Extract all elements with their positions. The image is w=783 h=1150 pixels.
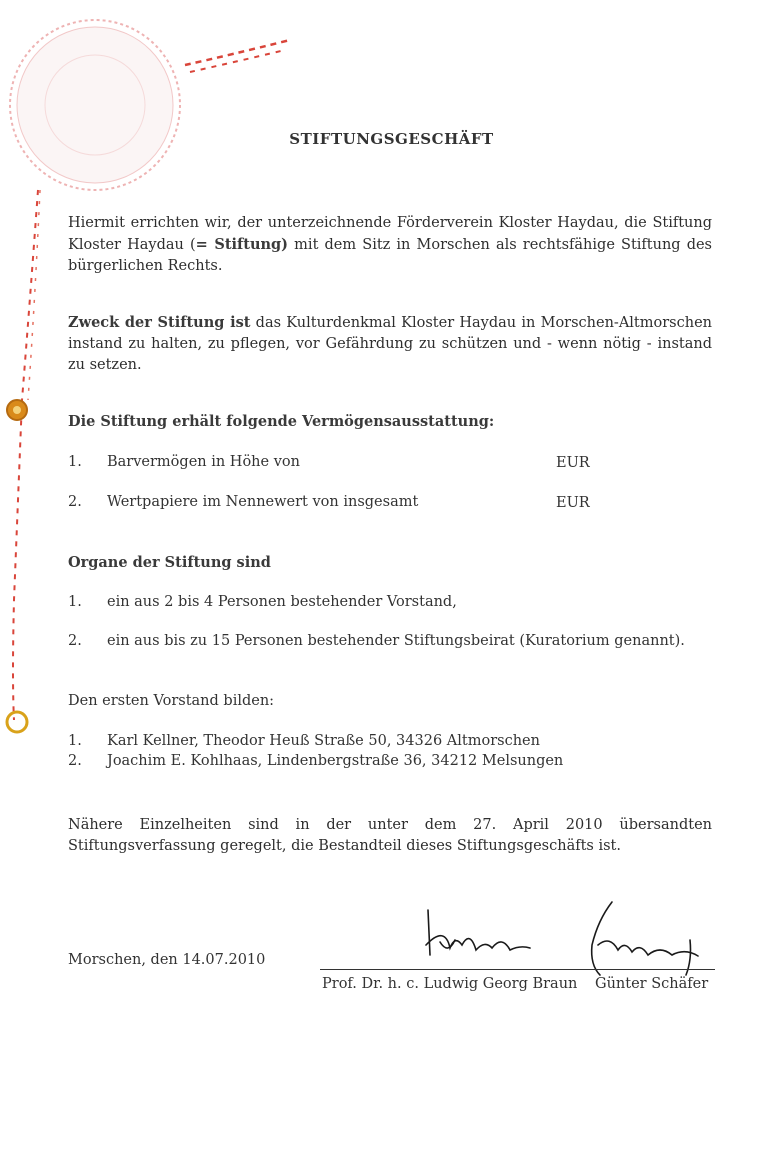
purpose-bold: Zweck der Stiftung ist bbox=[68, 314, 251, 331]
endowment-label-2: Wertpapiere im Nennewert von insgesamt bbox=[107, 494, 419, 510]
endowment-unit-2: EUR bbox=[556, 495, 590, 511]
signature-line bbox=[320, 969, 715, 970]
endowment-heading: Die Stiftung erhält folgende Vermögensausstattung: bbox=[68, 413, 495, 430]
signatory-name-2: Günter Schäfer bbox=[595, 976, 709, 992]
signature-schaefer-icon bbox=[592, 902, 698, 975]
purpose-text: das Kulturdenkmal Kloster Haydau in Morschen-Altmorschen instand zu halten, zu pflegen, vor Gefährdung zu schützen und - wenn nötig - instand zu setzen. bbox=[68, 315, 712, 373]
organs-heading: Organe der Stiftung sind bbox=[68, 554, 271, 571]
organs-label-1: ein aus 2 bis 4 Personen bestehender Vorstand, bbox=[107, 594, 457, 610]
endowment-unit-1: EUR bbox=[556, 455, 590, 471]
document-title: STIFTUNGSGESCHÄFT bbox=[289, 130, 494, 148]
intro-prefix: Hiermit errichten wir, der unterzeichnende Förderverein Kloster Haydau, die Stiftung Kloster Haydau ( bbox=[68, 215, 712, 253]
place-date: Morschen, den 14.07.2010 bbox=[68, 952, 266, 968]
endowment-num-1: 1. bbox=[68, 454, 82, 470]
intro-suffix: mit dem Sitz in Morschen als rechtsfähige Stiftung des bürgerlichen Rechts. bbox=[68, 237, 712, 274]
board-num-2: 2. bbox=[68, 753, 82, 769]
signature-braun-icon bbox=[426, 910, 530, 955]
endowment-label-1: Barvermögen in Höhe von bbox=[107, 454, 300, 470]
intro-bold: = Stiftung) bbox=[195, 236, 289, 253]
board-heading: Den ersten Vorstand bilden: bbox=[68, 693, 275, 709]
details-paragraph: Nähere Einzelheiten sind in der unter dem 27. April 2010 übersandten Stiftungsverfassung geregelt, die Bestandteil dieses Stiftungsgeschäfts ist. bbox=[68, 817, 712, 854]
board-num-1: 1. bbox=[68, 733, 82, 749]
organs-num-2: 2. bbox=[68, 633, 82, 649]
organs-label-2: ein aus bis zu 15 Personen bestehender Stiftungsbeirat (Kuratorium genannt). bbox=[107, 633, 685, 649]
organs-num-1: 1. bbox=[68, 594, 82, 610]
board-label-1: Karl Kellner, Theodor Heuß Straße 50, 34326 Altmorschen bbox=[107, 733, 540, 749]
board-label-2: Joachim E. Kohlhaas, Lindenbergstraße 36, 34212 Melsungen bbox=[107, 753, 564, 769]
signatory-name-1: Prof. Dr. h. c. Ludwig Georg Braun bbox=[322, 976, 578, 992]
endowment-num-2: 2. bbox=[68, 494, 82, 510]
